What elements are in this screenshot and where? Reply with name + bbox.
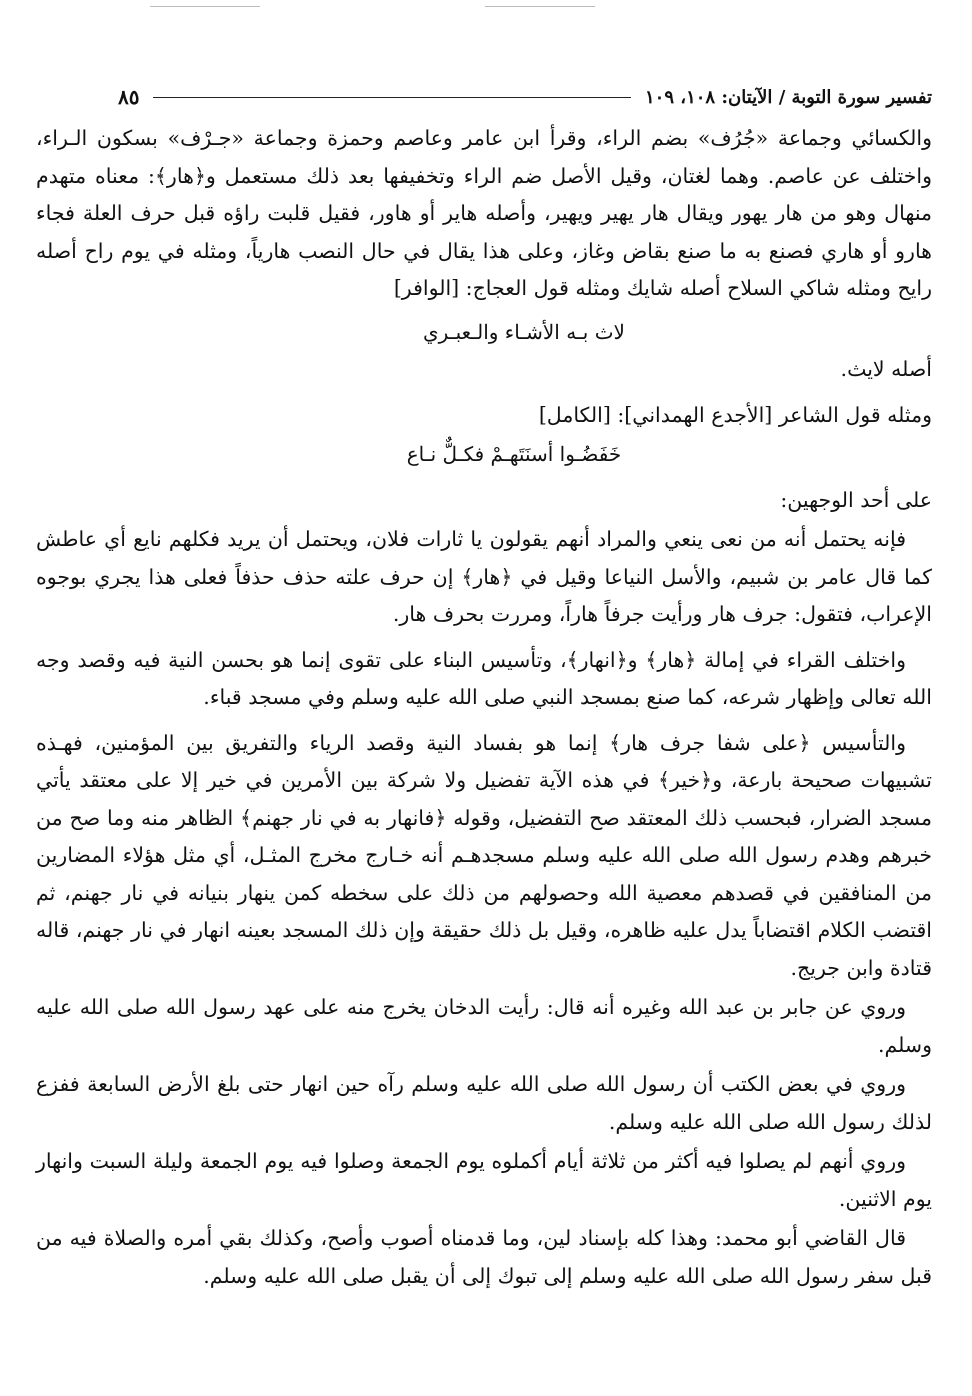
running-title: تفسير سورة التوبة / الآيتان: ١٠٨، ١٠٩ [645, 86, 932, 108]
paragraph-9: وروي في بعض الكتب أن رسول الله صلى الله عليه وسلم رآه حين انهار حتى بلغ الأرض السابعة ففزع لذلك رسول الله صلى الله عليه وسلم. [36, 1072, 932, 1134]
paragraph-5: فإنه يحتمل أنه من نعى ينعي والمراد أنهم يقولون يا ثارات فلان، ويحتمل أن يريد فكلهم نايع أي عاطش كما قال عامر بن شبيم، والأسل النياعا وقيل في ﴿هار﴾ إن حرف علته حذف حذفاً فعلى هذا يجري بوجوه الإعراب، فتقول: جرف هار ورأيت جرفاً هاراً، ومررت بحرف هار. [36, 527, 932, 626]
verse-2: خَفَضُـوا أسنَتَهـمْ فكـلٌّ نـاع [406, 442, 622, 466]
paragraph-7: والتأسيس ﴿على شفا جرف هار﴾ إنما هو بفساد النية وقصد الرياء والتفريق بين المؤمنين، فهـذه تشبيهات صحيحة بارعة، و﴿خير﴾ في هذه الآية تفضيل ولا شركة بين الأمرين في خير إلا على معتقد يأتي مسجد الضرار، فبحسب ذلك المعتقد صح التفضيل، وقوله ﴿فانهار به في نار جهنم﴾ الظاهر منه وما صح من خبرهم وهدم رسول الله صلى الله عليه وسلم مسجدهـم أنه خـارج مخرج المثـل، أي مثل هؤلاء المضارين من المنافقين في قصدهم معصية الله وحصولهم من ذلك على سخطه كمن ينهار بنيانه في نار جهنم، ثم اقتضب الكلام اقتضاباً يدل عليه ظاهره، وقيل بل ذلك حقيقة وإن ذلك المسجد بعينه انهار في نار جهنم، قاله قتادة وابن جريج. [36, 730, 932, 980]
paragraph-1: والكسائي وجماعة «جُرُف» بضم الراء، وقرأ ابن عامر وعاصم وحمزة وجماعة «جـرْف» بسكون الـراء، واختلف عن عاصم. وهما لغتان، وقيل الأصل ضم الراء وتخفيفها بعد ذلك مستعمل و﴿هار﴾: معناه متهدم منهال وهو من هار يهور ويقال هار يهير ويهير، وأصله هاير أو هاور، فقيل قلبت راؤه قبل حرف العلة فجاء هارو أو هاري فصنع به ما صنع بقاض وغاز، وعلى هذا يقال في حال النصب هارياً، ومثله في يوم راح أصله رايح ومثله شاكي السلاح أصله شايك ومثله قول العجاج: [الوافر] [36, 126, 932, 300]
paragraph-4: على أحد الوجهين: [780, 487, 932, 512]
paragraph-11: قال القاضي أبو محمد: وهذا كله بإسناد لين، وما قدمناه أصوب وأصح، وكذلك بقي أمره والصلاة فيه من قبل سفر رسول الله صلى الله عليه وسلم إلى تبوك إلى أن يقبل صلى الله عليه وسلم. [36, 1226, 932, 1288]
page-body [36, 120, 932, 1376]
paragraph-8: وروي عن جابر بن عبد الله وغيره أنه قال: رأيت الدخان يخرج منه على عهد رسول الله صلى الله عليه وسلم. [36, 995, 932, 1057]
paragraph-10: وروي أنهم لم يصلوا فيه أكثر من ثلاثة أيام أكملوه يوم الجمعة وصلوا فيه يوم الجمعة وليلة السبت وانهار يوم الاثنين. [36, 1149, 932, 1211]
page-number: ٨٥ [118, 85, 140, 109]
top-rule-right [485, 6, 595, 7]
verse-1: لاث بـه الأشـاء والـعبـري [423, 319, 625, 344]
paragraph-2: أصله لايث. [840, 357, 932, 381]
top-rule-left [150, 6, 260, 7]
page-header [118, 80, 932, 114]
paragraph-3: ومثله قول الشاعر [الأجدع الهمداني]: [الكامل] [538, 402, 932, 427]
header-rule [153, 97, 631, 98]
paragraph-6: واختلف القراء في إمالة ﴿هار﴾ و﴿انهار﴾، وتأسيس البناء على تقوى إنما هو بحسن النية فيه وقصد وجه الله تعالى وإظهار شرعه، كما صنع بمسجد النبي صلى الله عليه وسلم وفي مسجد قباء. [36, 647, 932, 709]
